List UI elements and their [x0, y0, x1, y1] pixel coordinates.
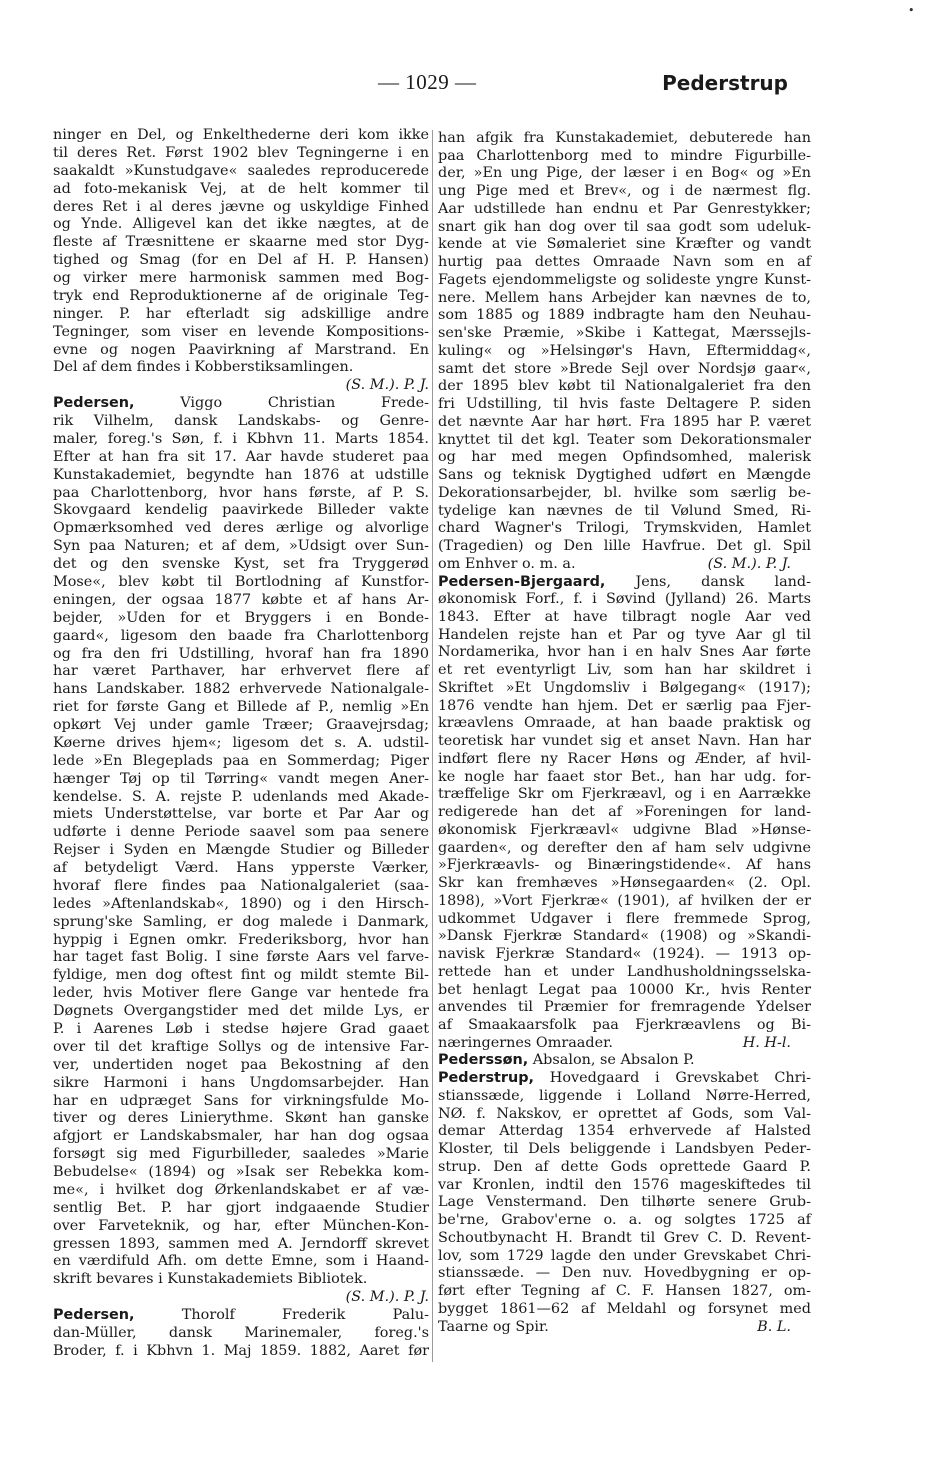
text-line: snart gik han dog over til saa godt som udeluk- [438, 218, 811, 235]
text-line: kræavlens Omraade, at han baade praktisk og [438, 715, 811, 732]
text-line: hyppig i Egnen omkr. Frederiksborg, hvor han [53, 931, 429, 948]
text-line: udførte i denne Periode saavel som paa senere [53, 824, 429, 841]
text-line: det og den svenske Kyst, set fra Tryggerød [53, 556, 429, 573]
text-line: Efter at han fra sit 17. Aar havde studeret paa [53, 448, 429, 465]
text-line: paa Charlottenborg, hvor hans første, af P. S. [53, 484, 429, 501]
text-line: ført efter Tegning af C. F. Hansen 1827, om- [438, 1283, 811, 1300]
text-line: økonomisk Fjerkræavl« udgivne Blad »Hønse- [438, 821, 811, 838]
text-line: og har med megen Opfindsomhed, malerisk [438, 449, 811, 466]
text-line: paa Charlottenborg med to mindre Figurbille- [438, 147, 811, 164]
text-line: har været Parthaver, har erhvervet flere af [53, 663, 429, 680]
text-line: udkommet Udgaver i flere fremmede Sprog, [438, 910, 811, 927]
text-line: Tegninger, som viser en levende Kompositions- [53, 323, 429, 340]
text-line: 1898), »Vort Fjerkræ« (1901), af hvilken der er [438, 892, 811, 909]
entry-text: om Enhver o. m. a. [438, 555, 576, 572]
entry-headword: Pedersen, [53, 1307, 135, 1324]
text-line: saakaldt »Kunstudgave« saaledes reproducerede [53, 162, 429, 179]
text-line: anvendes til Præmier for fremragende Ydelser [438, 999, 811, 1016]
text-line: ledes »Aftenlandskab«, 1890) og i den Hirsch- [53, 895, 429, 912]
page-number: — 1029 — [378, 70, 477, 94]
text-line: sen'ske Præmie, »Skibe i Kattegat, Mærssejls- [438, 325, 811, 342]
text-line: det nævnte Aar har hørt. Fra 1895 har P. været [438, 413, 811, 430]
text-line: hvoraf flere findes paa Nationalgaleriet (saa- [53, 877, 429, 894]
text-line [53, 394, 429, 412]
text-line: redigerede han det af »Foreningen for land- [438, 804, 811, 821]
text-line: økonomisk Forf., f. i Søvind (Jylland) 26. Marts [438, 591, 811, 608]
text-line [438, 1051, 811, 1069]
text-line: ad foto-mekanisk Vej, at de helt kommer til [53, 180, 429, 197]
text-line: chard Wagner's Trilogi, Trymskviden, Hamlet [438, 520, 811, 537]
text-line: ninger en Del, og Enkelthederne deri kom ikke [53, 127, 429, 143]
text-line: navisk Fjerkræ Standard« (1924). — 1913 op- [438, 946, 811, 963]
text-line: Kloster, til Dels beliggende i Landsbyen Peder- [438, 1141, 811, 1158]
text-line: et ret eventyrligt Liv, som han har skildret i [438, 662, 811, 679]
text-line: og fra den fri Udstilling, hvoraf han fra 1890 [53, 645, 429, 662]
text-line: Lage Venstermand. Den tilhørte senere Grub- [438, 1194, 811, 1211]
text-line: stianssæde, liggende i Lolland Nørre-Herred, [438, 1087, 811, 1104]
text-line: Bebudelse« (1894) og »Isak ser Rebekka kom- [53, 1164, 429, 1181]
text-line: sikre Harmoni i hans Ungdomsarbejder. Han [53, 1074, 429, 1091]
text-line: Opmærksomhed ved deres ærlige og alvorlige [53, 520, 429, 537]
text-line: deres Ret i al deres jævne og uskyldige Finhed [53, 198, 429, 215]
entry-headword: Pederstrup, [438, 1070, 535, 1087]
column-divider [432, 130, 433, 1362]
text-line: evne og nogen Paavirkning af Marstrand. En [53, 341, 429, 358]
text-line: skrift bevares i Kunstakademiets Bibliotek. [53, 1271, 368, 1288]
text-line: Del af dem findes i Kobberstiksamlingen. [53, 359, 354, 376]
text-line: NØ. f. Nakskov, er oprettet af Gods, som Val- [438, 1105, 811, 1122]
entry-text: Viggo Christian Frede- [134, 395, 429, 412]
text-line: lede »En Blegeplads paa en Sommerdag; Piger [53, 752, 429, 769]
text-line: Fagets ejendommeligste og solideste yngre Kunst- [438, 271, 811, 288]
text-line: me«, i hvilket dog Ørkenlandskabet er af væ- [53, 1181, 429, 1198]
text-line: riet for første Gang et Billede af P., nemlig »En [53, 699, 429, 716]
text-line: sprung'ske Samling, er dog malede i Danmark, [53, 913, 429, 930]
left-column [53, 0, 429, 1465]
text-line: be'rne, Grabov'erne o. a. og solgtes 1725 af [438, 1212, 811, 1229]
text-line: ung Pige med et Brev«, og i de nærmest flg. [438, 183, 811, 200]
entry-text: Absalon, se Absalon P. [528, 1052, 695, 1069]
text-line: af Smaakaarsfolk paa Fjerkræavlens og Bi- [438, 1017, 811, 1033]
text-line: rik Vilhelm, dansk Landskabs- og Genre- [53, 413, 429, 430]
text-line: han afgik fra Kunstakademiet, debuterede han [438, 130, 811, 146]
text-line: tryk end Reproduktionerne af de originale Teg- [53, 287, 429, 304]
text-line: har taget fast Bolig. I sine første Aars vel farve- [53, 949, 429, 966]
author-signature: (S. M.). P. J. [345, 377, 429, 394]
text-line: afgjort er Landskabsmaler, har han dog ogsaa [53, 1128, 429, 1145]
text-line: Døgnets Overgangstider med det milde Lys, er [53, 1003, 429, 1020]
text-line: som 1885 og 1889 indbragte ham den Neuhau- [438, 307, 811, 324]
text-line [53, 1306, 429, 1324]
text-line: Køerne drives hjem«; ligesom det s. A. udstil- [53, 734, 429, 751]
text-line: der, »En ung Pige, der læser i en Bog« og »En [438, 165, 811, 182]
text-line: samt det store »Brede Sejl over Nordsjø gaar«, [438, 360, 811, 377]
text-line: lov, som 1729 lagde den under Grevskabet Chri- [438, 1247, 811, 1264]
text-line: 1843. Efter at have tilbragt nogle Aar ved [438, 608, 811, 625]
text-line: maler, foreg.'s Søn, f. i Kbhvn 11. Marts 1854. [53, 430, 429, 447]
entry-headword: Pedersen-Bjergaard, [438, 573, 606, 590]
text-line: bejder, »Uden for et Bryggers i en Bonde- [53, 609, 429, 626]
text-line: 1876 vendte han hjem. Det er særlig paa Fjer- [438, 697, 811, 714]
text-line: sentlig Bet. P. har gjort indgaaende Studier [53, 1199, 429, 1216]
text-line: »Dansk Fjerkræ Standard« (1908) og »Skandi- [438, 928, 811, 945]
text-line: til deres Ret. Først 1902 blev Tegningerne i en [53, 144, 429, 161]
text-line: indført flere ny Racer Høns og Ænder, af hvil- [438, 750, 811, 767]
text-line: teoretisk har vundet sig et anset Navn. Han har [438, 733, 811, 750]
text-line: fyldige, men dog oftest fint og mildt stemte Bil- [53, 967, 429, 984]
text-line: leder, hvis Motiver flere Gange var hentede fra [53, 985, 429, 1002]
text-line: stianssæde. — Den nuv. Hovedbygning er op- [438, 1265, 811, 1282]
text-line [438, 1318, 811, 1336]
text-line: en værdifuld Afh. om dette Emne, som i Haand- [53, 1253, 429, 1270]
text-line: Mose«, blev købt til Bortlodning af Kunstfor- [53, 574, 429, 590]
text-line: kendelse. S. A. rejste P. udenlands med Akade- [53, 788, 429, 805]
text-line: ninger. P. har efterladt sig adskillige andre [53, 305, 429, 322]
text-line: opkørt Vej under gamle Træer; Graavejrsdag; [53, 717, 429, 734]
corner-mark: • [908, 4, 915, 17]
text-line: forsøgt sig med Figurbilleder, saaledes »Marie [53, 1146, 429, 1163]
entry-headword: Pedersen, [53, 395, 135, 412]
text-line: kende at vie Sømaleriet sine Kræfter og vandt [438, 236, 811, 253]
text-line: har en udpræget Sans for virkningsfulde Mo- [53, 1092, 429, 1109]
text-line: Syn paa Naturen; et af dem, »Udsigt over Sun- [53, 538, 429, 555]
text-line: nere. Mellem hans Arbejder kan nævnes de to, [438, 289, 811, 306]
text-line [438, 555, 811, 573]
text-line: tydelige kan nævnes de til Vølund Smed, Ri- [438, 502, 811, 519]
text-line: tighed og Smag (for en Del af H. P. Hansen) [53, 252, 429, 269]
text-line: over Farveteknik, og har, efter München-Kon- [53, 1217, 429, 1234]
text-line: Rejser i Syden en Mængde Studier og Billeder [53, 842, 429, 859]
author-signature: (S. M.). P. J. [707, 555, 791, 572]
text-line: knyttet til det kgl. Teater som Dekorationsmaler [438, 431, 811, 448]
text-line: demar Atterdag 1354 erhvervede af Halsted [438, 1123, 811, 1140]
text-line: bygget 1861—62 af Meldahl og forsynet med [438, 1300, 811, 1317]
entry-headword: Pederssøn, [438, 1052, 529, 1069]
text-line: Nordamerika, hvor han i en halv Snes Aar førte [438, 644, 811, 661]
text-line: gaarden«, og derefter den af ham selv udgivne [438, 839, 811, 856]
text-line: gaard«, ligesom den baade fra Charlottenborg [53, 627, 429, 644]
entry-text: Hovedgaard i Grevskabet Chri- [534, 1070, 811, 1087]
text-line: ver, undertiden noget paa Bekostning af den [53, 1056, 429, 1073]
text-line: gressen 1893, sammen med A. Jerndorff skrevet [53, 1235, 429, 1252]
entry-text: næringernes Omraader. [438, 1034, 613, 1051]
text-line: Dekorationsarbejder, bl. hvilke som særlig be- [438, 484, 811, 501]
text-line: (Tragedien) og Den lille Havfrue. Det gl. Spil [438, 538, 811, 555]
text-line: af betydeligt Værd. Hans ypperste Værker, [53, 860, 429, 877]
text-line: Skriftet »Et Ungdomsliv i Bølgegang« (1917); [438, 679, 811, 696]
text-line: Handelen rejste han et Par og tyve Aar gl til [438, 626, 811, 643]
text-line: fleste af Træsnittene er skaarne med stor Dyg- [53, 234, 429, 251]
text-line [438, 1034, 811, 1052]
text-line: Schoutbynacht H. Brandt til Grev C. D. Revent- [438, 1229, 811, 1246]
author-signature: (S. M.). P. J. [345, 1289, 429, 1306]
text-line: træffelige Skr om Fjerkræavl, og i en Aarrække [438, 786, 811, 803]
text-line [438, 573, 811, 591]
text-line: dan-Müller, dansk Marinemaler, foreg.'s [53, 1324, 429, 1341]
text-line: kuling« og »Helsingør's Havn, Eftermiddag«, [438, 342, 811, 359]
author-signature: H. H-l. [742, 1034, 791, 1051]
text-line: var Kronlen, indtil den 1576 mageskiftedes til [438, 1176, 811, 1193]
right-column [438, 0, 811, 1465]
entry-text: Taarne og Spir. [438, 1318, 549, 1335]
text-line: og virker mere harmonisk sammen med Bog- [53, 270, 429, 287]
header-keyword: Pederstrup [662, 71, 788, 95]
text-line: miets Understøttelse, var borte et Par Aar og [53, 806, 429, 823]
text-line: P. i Aarenes Løb i stedse højere Grad gaaet [53, 1021, 429, 1037]
text-line: hans Landskaber. 1882 erhvervede Nationalgale- [53, 681, 429, 698]
entry-text: Jens, dansk land- [605, 573, 811, 590]
text-line: hænger Tøj op til Tørring« vandt megen Aner- [53, 770, 429, 787]
entry-text: Thorolf Frederik Palu- [134, 1307, 429, 1324]
text-line: ke nogle har faaet stor Bet., han har udg. for- [438, 768, 811, 785]
text-line: Skovgaard kendelig paavirkede Billeder vakte [53, 502, 429, 519]
text-line: strup. Den af dette Gods oprettede Gaard P. [438, 1158, 811, 1175]
text-line: over til det kraftige Sollys og de intensive Far- [53, 1038, 429, 1055]
text-line: og Ynde. Alligevel kan det ikke nægtes, at de [53, 216, 429, 233]
text-line: Skr kan fremhæves »Hønsegaarden« (2. Opl. [438, 875, 811, 892]
text-line: hurtig paa dettes Omraade Navn som en af [438, 254, 811, 271]
text-line: Sans og teknisk Dygtighed udført en Mængde [438, 467, 811, 484]
author-signature: B. L. [757, 1318, 791, 1335]
text-line: »Fjerkræavls- og Binæringstidende«. Af hans [438, 857, 811, 874]
text-line: fri Udstilling, til hvis faste Deltagere P. siden [438, 396, 811, 413]
text-line: Aar udstillede han endnu et Par Genrestykker; [438, 200, 811, 217]
text-line: Broder, f. i Kbhvn 1. Maj 1859. 1882, Aaret før [53, 1342, 429, 1359]
text-line: Kunstakademiet, begyndte han 1876 at udstille [53, 466, 429, 483]
text-line: bet henlagt Legat paa 10000 Kr., hvis Renter [438, 981, 811, 998]
text-line [438, 1069, 811, 1087]
text-line: der 1895 blev købt til Nationalgaleriet fra den [438, 378, 811, 395]
text-line: tiver og deres Linierythme. Skønt han ganske [53, 1110, 429, 1127]
text-line: eningen, der ogsaa 1877 købte et af hans Ar- [53, 591, 429, 608]
text-line: rettede han et under Landhusholdningsselska- [438, 963, 811, 980]
